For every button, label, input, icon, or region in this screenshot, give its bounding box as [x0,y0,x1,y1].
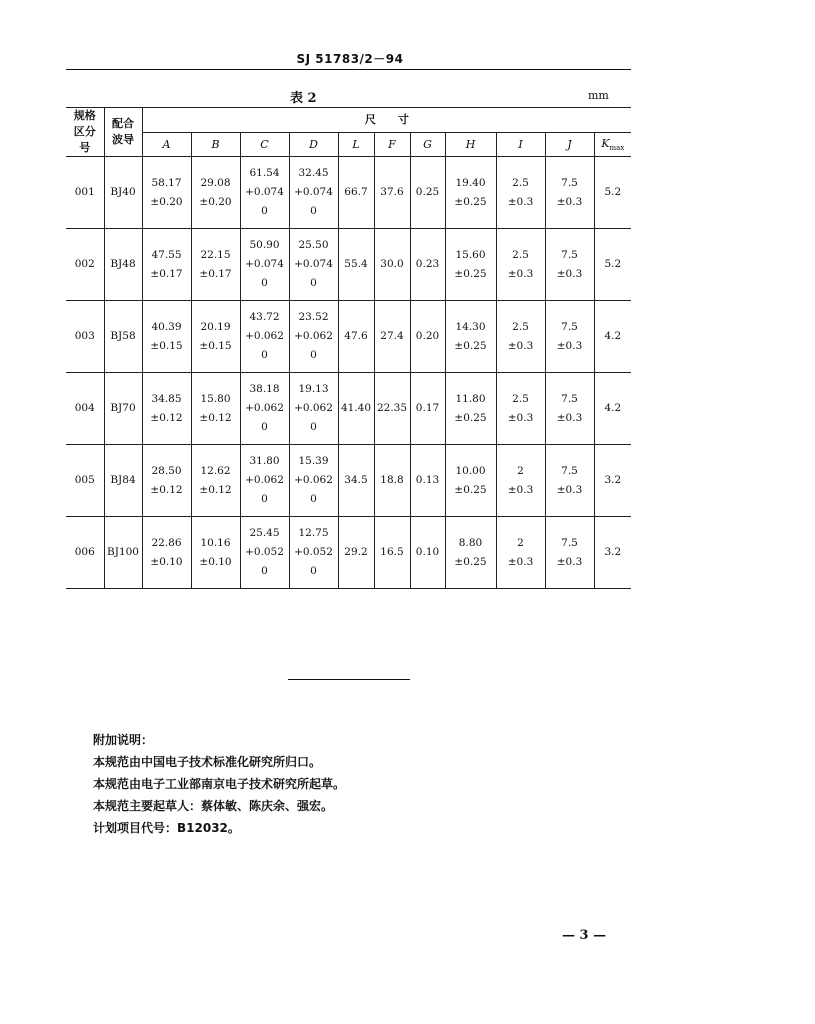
table-cell: 4.2 [594,373,631,445]
cell-line: 0 [310,277,317,289]
table-cell [545,373,594,445]
cell-line: 31.80 [249,455,280,467]
cell-line: 0 [310,565,317,577]
cell-line: ±0.3 [556,339,583,352]
table-cell: 16.5 [374,517,410,589]
cell-line: +0.062 [245,474,284,486]
table-cell [142,517,191,589]
cell-line: 2 [517,536,524,549]
table-cell [191,157,240,229]
cell-line: 0 [261,349,268,361]
table-cell: 0.10 [410,517,445,589]
cell-line: 2.5 [512,320,529,333]
cell-line: 7.5 [561,464,578,477]
cell-line: 0 [261,565,268,577]
section-divider [288,679,410,680]
table-cell [545,517,594,589]
cell-line: +0.074 [294,186,333,198]
table-cell: 37.6 [374,157,410,229]
header-rule [66,69,631,70]
cell-line: ±0.17 [150,267,183,280]
cell-line: 2 [517,464,524,477]
cell-line: ±0.10 [150,555,183,568]
cell-line: 38.18 [249,383,280,395]
col-header-dimension: D [289,132,338,157]
table-cell: BJ70 [104,373,142,445]
table-cell [142,157,191,229]
table-cell [240,517,289,589]
cell-line: 15.60 [455,248,486,261]
table-cell [142,229,191,301]
cell-line: 25.45 [249,527,280,539]
cell-line: +0.062 [294,402,333,414]
col-header-dimension: J [545,132,594,157]
col-header-dimension: I [496,132,545,157]
table-cell [496,517,545,589]
cell-line: ±0.12 [199,411,232,424]
cell-line: 40.39 [151,320,182,333]
table-cell: 005 [66,445,104,517]
cell-line: ±0.3 [556,483,583,496]
table-cell: BJ58 [104,301,142,373]
cell-line: 34.85 [151,392,182,405]
cell-line: ±0.12 [150,411,183,424]
cell-line: 12.62 [200,464,231,477]
table-cell [142,445,191,517]
table-cell: 0.20 [410,301,445,373]
table-cell [445,301,496,373]
cell-line: 8.80 [458,536,483,549]
table-cell [289,373,338,445]
col-header-dimensions: 尺 寸 [142,108,631,133]
cell-line: ±0.15 [199,339,232,352]
table-cell [445,229,496,301]
cell-line: 0 [310,421,317,433]
cell-line: 0 [261,493,268,505]
kmax-sub: max [609,143,625,152]
table-cell [445,157,496,229]
table-cell: 66.7 [338,157,374,229]
table-cell [496,445,545,517]
cell-line: ±0.17 [199,267,232,280]
table-cell [496,301,545,373]
table-cell: 003 [66,301,104,373]
table-cell: 006 [66,517,104,589]
table-cell: BJ84 [104,445,142,517]
cell-line: ±0.25 [454,267,487,280]
col-header-dimension: F [374,132,410,157]
cell-line: 47.55 [151,248,182,261]
cell-line: ±0.3 [556,267,583,280]
col-header-dimension: B [191,132,240,157]
table-row [66,229,631,301]
cell-line: 28.50 [151,464,182,477]
table-cell: 3.2 [594,517,631,589]
cell-line: ±0.3 [507,411,534,424]
table-row [66,445,631,517]
col-header-dimension: G [410,132,445,157]
cell-line: ±0.25 [454,339,487,352]
cell-line: 0 [261,277,268,289]
cell-line: 0 [310,349,317,361]
cell-line: ±0.25 [454,411,487,424]
table-cell [545,445,594,517]
table-cell: BJ100 [104,517,142,589]
cell-line: +0.074 [245,186,284,198]
table-cell: 5.2 [594,229,631,301]
cell-line: ±0.12 [150,483,183,496]
table-cell [191,445,240,517]
table-cell [445,445,496,517]
table-cell: 5.2 [594,157,631,229]
cell-line: ±0.3 [507,339,534,352]
table-cell: 002 [66,229,104,301]
cell-line: ±0.3 [507,555,534,568]
cell-line: +0.062 [294,474,333,486]
cell-line: ±0.25 [454,555,487,568]
cell-line: 2.5 [512,392,529,405]
cell-line: 19.13 [298,383,329,395]
table-cell [496,157,545,229]
cell-line: +0.062 [245,402,284,414]
table-cell: 0.23 [410,229,445,301]
table-cell [191,301,240,373]
table-cell [289,157,338,229]
col-header-dimension: L [338,132,374,157]
cell-line: 22.15 [200,248,231,261]
table-cell: 0.25 [410,157,445,229]
dimension-header-row [66,132,631,157]
cell-line: 23.52 [298,311,329,323]
table-cell [240,373,289,445]
table-cell: 27.4 [374,301,410,373]
table-cell: 3.2 [594,445,631,517]
cell-line: 19.40 [455,176,486,189]
notes-line: 本规范由电子工业部南京电子技术研究所起草。 [93,777,346,791]
cell-line: ±0.3 [556,195,583,208]
cell-line: 7.5 [561,248,578,261]
cell-line: ±0.25 [454,483,487,496]
page-number: — 3 — [562,928,607,943]
additional-notes [93,729,345,839]
cell-line: +0.052 [245,546,284,558]
table-cell [496,229,545,301]
cell-line: +0.052 [294,546,333,558]
table-body [66,157,631,589]
table-cell: 41.40 [338,373,374,445]
table-cell [445,517,496,589]
table-cell: 4.2 [594,301,631,373]
cell-line: 2.5 [512,248,529,261]
cell-line: 61.54 [249,167,280,179]
notes-heading: 附加说明： [93,733,154,747]
notes-line: 计划项目代号：B12032。 [93,821,240,835]
cell-line: ±0.25 [454,195,487,208]
cell-line: +0.062 [294,330,333,342]
cell-line: 7.5 [561,536,578,549]
cell-line: 14.30 [455,320,486,333]
cell-line: ±0.3 [507,267,534,280]
table-cell [142,301,191,373]
cell-line: 0 [261,421,268,433]
cell-line: ±0.10 [199,555,232,568]
standard-number: SJ 51783/2－94 [296,52,404,66]
cell-line: 11.80 [455,392,486,405]
cell-line: 43.72 [249,311,280,323]
cell-line: ±0.3 [556,555,583,568]
kmax-base: K [601,136,610,150]
table-cell [191,373,240,445]
cell-line: ±0.3 [556,411,583,424]
table-cell: 47.6 [338,301,374,373]
cell-line: 22.86 [151,536,182,549]
table-row [66,373,631,445]
cell-line: +0.074 [245,258,284,270]
cell-line: 0 [261,205,268,217]
cell-line: 25.50 [298,239,329,251]
table-cell [240,157,289,229]
cell-line: 15.80 [200,392,231,405]
col-header-dimension: C [240,132,289,157]
cell-line: 7.5 [561,320,578,333]
table-cell: BJ40 [104,157,142,229]
cell-line: +0.062 [245,330,284,342]
table-cell [240,445,289,517]
table-cell [240,229,289,301]
table-unit: mm [588,89,609,102]
cell-line: 20.19 [200,320,231,333]
table-cell [545,157,594,229]
table-cell: 55.4 [338,229,374,301]
cell-line: ±0.20 [150,195,183,208]
cell-line: 2.5 [512,176,529,189]
col-header-code: 规格区分号 [66,108,104,157]
cell-line: 15.39 [298,455,329,467]
cell-line: ±0.3 [507,195,534,208]
table-cell: 34.5 [338,445,374,517]
table-title: 表 2 [290,91,317,106]
table-cell [240,301,289,373]
cell-line: 10.16 [200,536,231,549]
table-cell: 29.2 [338,517,374,589]
table-cell [289,517,338,589]
col-header-dimension: H [445,132,496,157]
table-cell [445,373,496,445]
table-cell [142,373,191,445]
table-cell [191,229,240,301]
cell-line: +0.074 [294,258,333,270]
table-cell: 30.0 [374,229,410,301]
table-cell: 001 [66,157,104,229]
col-header-kmax [594,132,631,157]
dimension-table [66,107,631,589]
table-cell [289,301,338,373]
table-cell: BJ48 [104,229,142,301]
table-cell [191,517,240,589]
cell-line: 12.75 [298,527,329,539]
notes-line: 本规范由中国电子技术标准化研究所归口。 [93,755,322,769]
table-cell: 22.35 [374,373,410,445]
table-row [66,157,631,229]
cell-line: 58.17 [151,176,182,189]
table-cell: 004 [66,373,104,445]
table-cell [289,445,338,517]
notes-line: 本规范主要起草人：蔡体敏、陈庆余、强宏。 [93,799,334,813]
cell-line: ±0.12 [199,483,232,496]
table-cell: 0.17 [410,373,445,445]
table-row [66,301,631,373]
cell-line: 29.08 [200,176,231,189]
table-cell [545,229,594,301]
cell-line: 7.5 [561,176,578,189]
cell-line: 50.90 [249,239,280,251]
col-header-guide: 配合波导 [104,108,142,157]
cell-line: ±0.3 [507,483,534,496]
cell-line: ±0.20 [199,195,232,208]
cell-line: 0 [310,205,317,217]
cell-line: ±0.15 [150,339,183,352]
cell-line: 0 [310,493,317,505]
table-cell: 18.8 [374,445,410,517]
table-cell [496,373,545,445]
table-cell [289,229,338,301]
table-cell: 0.13 [410,445,445,517]
cell-line: 32.45 [298,167,329,179]
cell-line: 7.5 [561,392,578,405]
table-row [66,517,631,589]
table-cell [545,301,594,373]
col-header-dimension: A [142,132,191,157]
cell-line: 10.00 [455,464,486,477]
